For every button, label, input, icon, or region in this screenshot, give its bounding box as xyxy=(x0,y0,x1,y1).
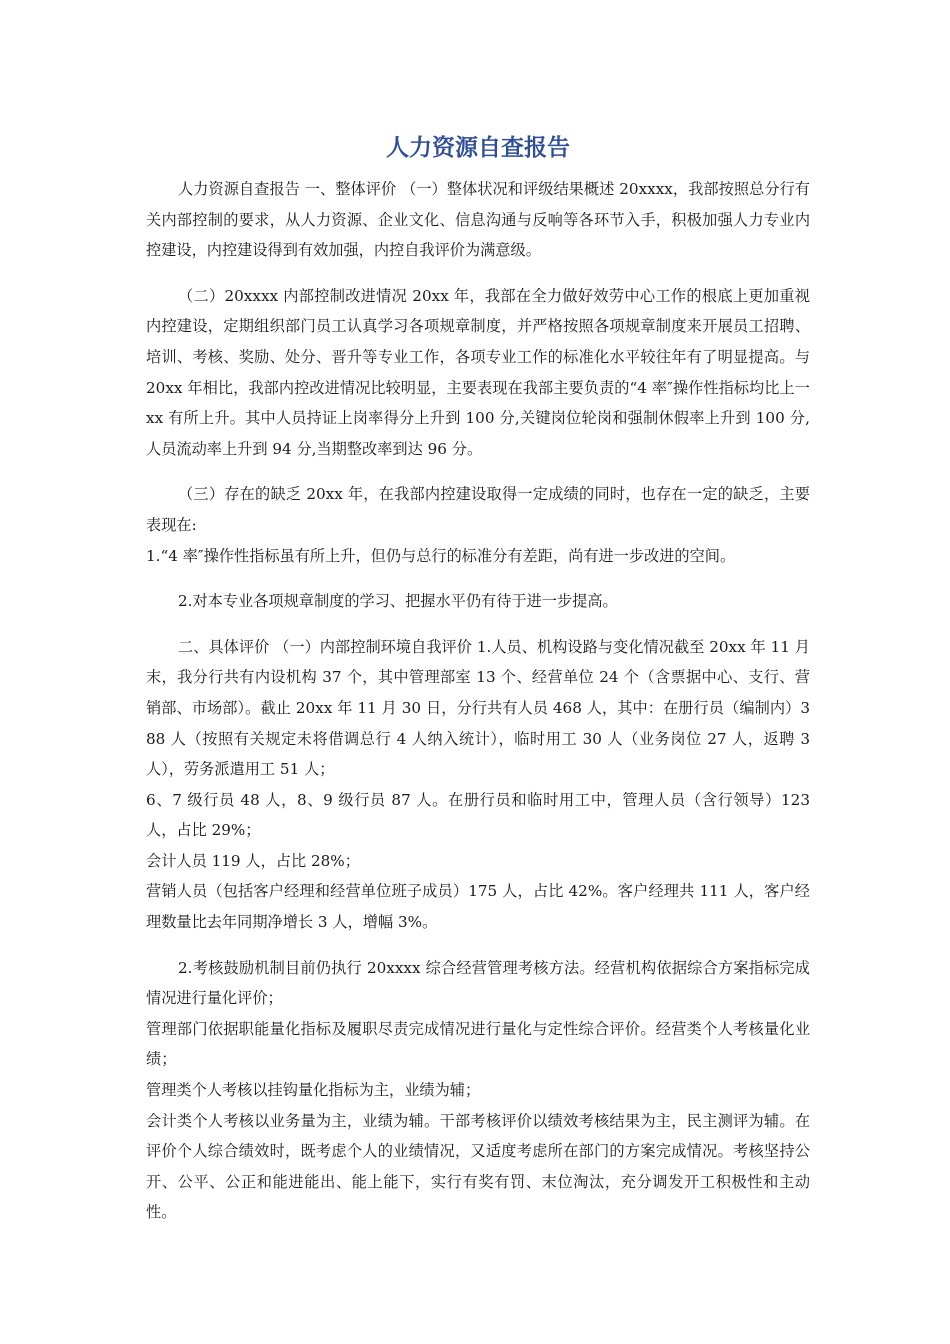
document-page xyxy=(146,128,810,1228)
paragraph-management-dept: 管理部门依据职能量化指标及履职尽责完成情况进行量化与定性综合评价。经营类个人考核量化业绩； xyxy=(146,1019,810,1069)
paragraph-specific-evaluation: 二、具体评价 （一）内部控制环境自我评价 1.人员、机构设路与变化情况截至 20xx 年 11 月末，我分行共有内设机构 37 个，其中管理部室 13 个、经营单位 24 个（含票据中心、支行、营销部、市场部）。截止 20xx 年 11 月 30 日，分行共有人员 468 人，其中：在册行员（编制内）388 人（按照有关规定未将借调总行 4 人纳入统计），临时用工 30 人（业务岗位 27 人，返聘 3 人），劳务派遣用工 51 人； xyxy=(146,637,810,779)
paragraph-shortcomings: （三）存在的缺乏 20xx 年，在我部内控建设取得一定成绩的同时，也存在一定的缺乏，主要表现在: xyxy=(146,485,810,534)
paragraph-improvement: （二）20xxxx 内部控制改进情况 20xx 年，我部在全力做好效劳中心工作的根底上更加重视内控建设，定期组织部门员工认真学习各项规章制度，并严格按照各项规章制度来开展员工招聘、培训、考核、奖励、处分、晋升等专业工作，各项专业工作的标准化水平较往年有了明显提高。与 20xx 年相比，我部内控改进情况比较明显，主要表现在我部主要负责的“4 率″操作性指标均比上一 xx 有所上升。其中人员持证上岗率得分上升到 100 分,关键岗位轮岗和强制休假率上升到 100 分,人员流动率上升到 94 分,当期整改率到达 96 分。 xyxy=(146,286,810,458)
paragraph-staff-grades: 6、7 级行员 48 人，8、9 级行员 87 人。在册行员和临时用工中，管理人员（含行领导）123 人，占比 29%； xyxy=(146,790,810,840)
paragraph-management-assessment: 管理类个人考核以挂钩量化指标为主，业绩为辅； xyxy=(146,1081,481,1100)
paragraph-accounting-staff: 会计人员 119 人，占比 28%； xyxy=(146,851,360,870)
document-title: 人力资源自查报告 xyxy=(386,135,570,161)
paragraph-marketing-staff: 营销人员（包括客户经理和经营单位班子成员）175 人，占比 42%。客户经理共 111 人，客户经理数量比去年同期净增长 3 人，增幅 3%。 xyxy=(146,882,810,932)
paragraph-shortcoming-2: 2.对本专业各项规章制度的学习、把握水平仍有待于进一步提高。 xyxy=(178,592,618,611)
paragraph-incentive-mechanism: 2.考核鼓励机制目前仍执行 20xxxx 综合经营管理考核方法。经营机构依据综合方案指标完成情况进行量化评价； xyxy=(146,958,810,1008)
paragraph-overall-evaluation: 人力资源自查报告 一、整体评价 （一）整体状况和评级结果概述 20xxxx，我部按照总分行有关内部控制的要求，从人力资源、企业文化、信息沟通与反响等各环节入手，积极加强人力专业内控建设，内控建设得到有效加强，内控自我评价为满意级。 xyxy=(146,180,810,260)
paragraph-shortcoming-1: 1.“4 率″操作性指标虽有所上升，但仍与总行的标准分有差距，尚有进一步改进的空间。 xyxy=(146,546,736,565)
paragraph-accounting-assessment: 会计类个人考核以业务量为主，业绩为辅。干部考核评价以绩效考核结果为主，民主测评为辅。在评价个人综合绩效时，既考虑个人的业绩情况，又适度考虑所在部门的方案完成情况。考核坚持公开、公平、公正和能进能出、能上能下，实行有奖有罚、末位淘汰，充分调发开工积极性和主动性。 xyxy=(146,1111,810,1222)
